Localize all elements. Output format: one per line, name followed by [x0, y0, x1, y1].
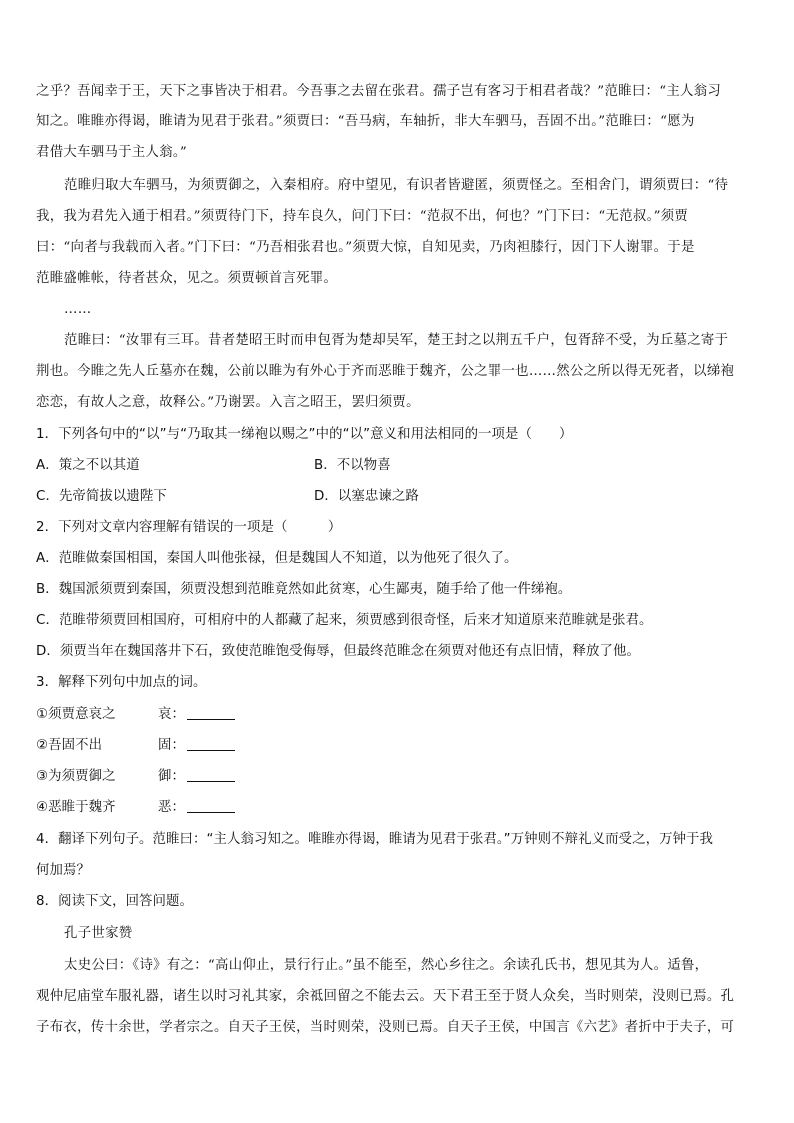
q1-options-row-1: [36, 456, 760, 476]
q8-passage-line: 子布衣，传十余世，学者宗之。自天子王侯，当时则荣，没则已焉。自天子王侯，中国言《六艺》者折中于夫子，可: [36, 1020, 735, 1035]
q3-sentence: ④恶睢于魏齐: [36, 800, 116, 815]
passage-line: 恋恋，有故人之意，故释公。”乃谢罢。入言之昭王，罢归须贾。: [36, 395, 420, 410]
q1-option-d: D．以塞忠谏之路: [314, 489, 419, 504]
q2-option-d: D．须贾当年在魏国落井下石，致使范睢饱受侮辱，但最终范睢念在须贾对他还有点旧情，释放了他。: [36, 644, 640, 659]
q3-sentence: ③为须贾御之: [36, 769, 116, 784]
passage-line: 范睢曰：“汝罪有三耳。昔者楚昭王时而申包胥为楚却吴军，楚王封之以荆五千户，包胥辞不受，为丘墓之寄于: [64, 333, 729, 348]
answer-blank[interactable]: [187, 798, 235, 813]
q3-sentence: ①须贾意哀之: [36, 707, 116, 722]
q3-word: 御：: [158, 769, 185, 784]
passage-line: 知之。唯睢亦得谒，睢请为见君于张君。”须贾曰：“吾马病，车轴折，非大车驷马，吾固不出。”范睢曰：“愿为: [36, 114, 695, 129]
answer-blank[interactable]: [187, 736, 235, 751]
passage-line: 荆也。今睢之先人丘墓亦在魏，公前以睢为有外心于齐而恶睢于魏齐，公之罪一也……然公之所以得无死者，以绨袍: [36, 364, 735, 379]
q2-option-a: A．范睢做秦国相国，秦国人叫他张禄，但是魏国人不知道，以为他死了很久了。: [36, 551, 518, 566]
q3-answer: [158, 736, 235, 756]
q2-option-b: B．魏国派须贾到秦国，须贾没想到范睢竟然如此贫寒，心生鄙夷，随手给了他一件绨袍。: [36, 582, 572, 597]
answer-blank[interactable]: [187, 705, 235, 720]
passage-ellipsis: ……: [64, 302, 92, 317]
passage-line: 范睢盛帷帐，待者甚众，见之。须贾顿首言死罪。: [36, 271, 338, 286]
q8-stem: 8．阅读下文，回答问题。: [36, 894, 194, 909]
answer-blank[interactable]: [187, 767, 235, 782]
q1-option-c: C．先帝简拔以遗陛下: [36, 489, 167, 504]
q3-item: [36, 798, 760, 818]
q3-answer: [158, 705, 235, 725]
passage-line: 曰：“向者与我载而入者。”门下曰：“乃吾相张君也。”须贾大惊，自知见卖，乃肉袒膝行，因门下人谢罪。于是: [36, 240, 695, 255]
q3-answer: [158, 767, 235, 787]
q8-passage-title: 孔子世家赞: [64, 926, 133, 941]
q1-option-a: A．策之不以其道: [36, 458, 140, 473]
q8-passage-line: 观仲尼庙堂车服礼器，诸生以时习礼其家，余祗回留之不能去云。天下君王至于贤人众矣，当时则荣，没则已焉。孔: [36, 989, 735, 1004]
passage-line: 范睢归取大车驷马，为须贾御之，入秦相府。府中望见，有识者皆避匿，须贾怪之。至相舍门，谓须贾曰：“待: [64, 178, 729, 193]
q1-option-b: B．不以物喜: [314, 458, 391, 473]
q3-sentence: ②吾固不出: [36, 738, 103, 753]
q8-passage-line: 太史公曰：《诗》有之：“高山仰止，景行行止。”虽不能至，然心乡往之。余读孔氏书，想见其为人。适鲁，: [64, 958, 709, 973]
passage-line: 君借大车驷马于主人翁。”: [36, 145, 188, 160]
q1-stem: 1．下列各句中的“以”与“乃取其一绨袍以赐之”中的“以”意义和用法相同的一项是（ ）: [36, 427, 573, 442]
q3-item: [36, 736, 760, 756]
q3-stem: 3．解释下列句中加点的词。: [36, 675, 207, 690]
passage-line: 之乎？吾闻幸于王，天下之事皆决于相君。今吾事之去留在张君。孺子岂有客习于相君者哉？”范睢曰：“主人翁习: [36, 84, 722, 99]
q3-word: 恶：: [158, 800, 185, 815]
q1-options-row-2: [36, 487, 760, 507]
q3-answer: [158, 798, 235, 818]
q3-word: 固：: [158, 738, 185, 753]
passage-line: 我，我为君先入通于相君。”须贾待门下，持车良久，问门下曰：“范叔不出，何也？”门下曰：“无范叔。”须贾: [36, 209, 689, 224]
q3-word: 哀：: [158, 707, 185, 722]
q2-stem: 2．下列对文章内容理解有错误的一项是（ ）: [36, 520, 342, 535]
q3-item: [36, 705, 760, 725]
q4-stem-line-2: 何加焉？: [36, 863, 90, 878]
q4-stem-line-1: 4．翻译下列句子。范睢曰：“主人翁习知之。唯睢亦得谒，睢请为见君于张君。”万钟则不辩礼义而受之，万钟于我: [36, 832, 714, 847]
q2-option-c: C．范睢带须贾回相国府，可相府中的人都藏了起来，须贾感到很奇怪，后来才知道原来范睢就是张君。: [36, 613, 653, 628]
q3-item: [36, 767, 760, 787]
